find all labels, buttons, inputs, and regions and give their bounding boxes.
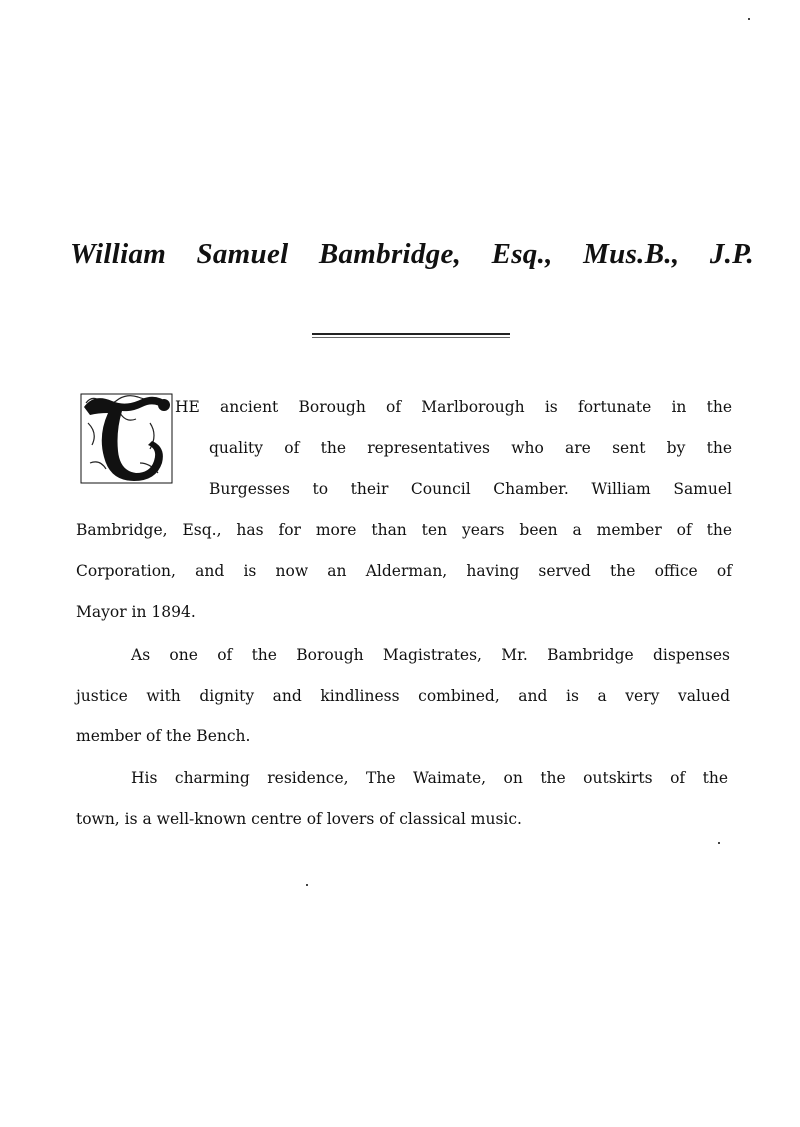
title-rule xyxy=(312,333,510,335)
text-line: justice with dignity and kindliness combined, and is a very valued xyxy=(76,687,730,705)
text-line: HE ancient Borough of Marlborough is fortunate in the xyxy=(175,398,732,416)
text-line: quality of the representatives who are sent by the xyxy=(209,439,732,457)
text-line: As one of the Borough Magistrates, Mr. Bambridge dispenses xyxy=(131,646,730,664)
text-line: Burgesses to their Council Chamber. William Samuel xyxy=(209,480,732,498)
scan-speck xyxy=(748,18,750,20)
title-rule-thin xyxy=(312,337,510,338)
decorated-dropcap-t-icon xyxy=(80,393,173,484)
text-line: town, is a well-known centre of lovers of classical music. xyxy=(76,810,522,828)
text-line: member of the Bench. xyxy=(76,727,251,745)
scan-speck xyxy=(306,884,308,886)
scan-speck xyxy=(718,842,720,844)
text-line: His charming residence, The Waimate, on the outskirts of the xyxy=(131,769,728,787)
text-line: Bambridge, Esq., has for more than ten years been a member of the xyxy=(76,521,732,539)
page-title: William Samuel Bambridge, Esq., Mus.B., J.P. xyxy=(70,238,754,270)
text-line: Mayor in 1894. xyxy=(76,603,196,621)
text-line: Corporation, and is now an Alderman, having served the office of xyxy=(76,562,732,580)
